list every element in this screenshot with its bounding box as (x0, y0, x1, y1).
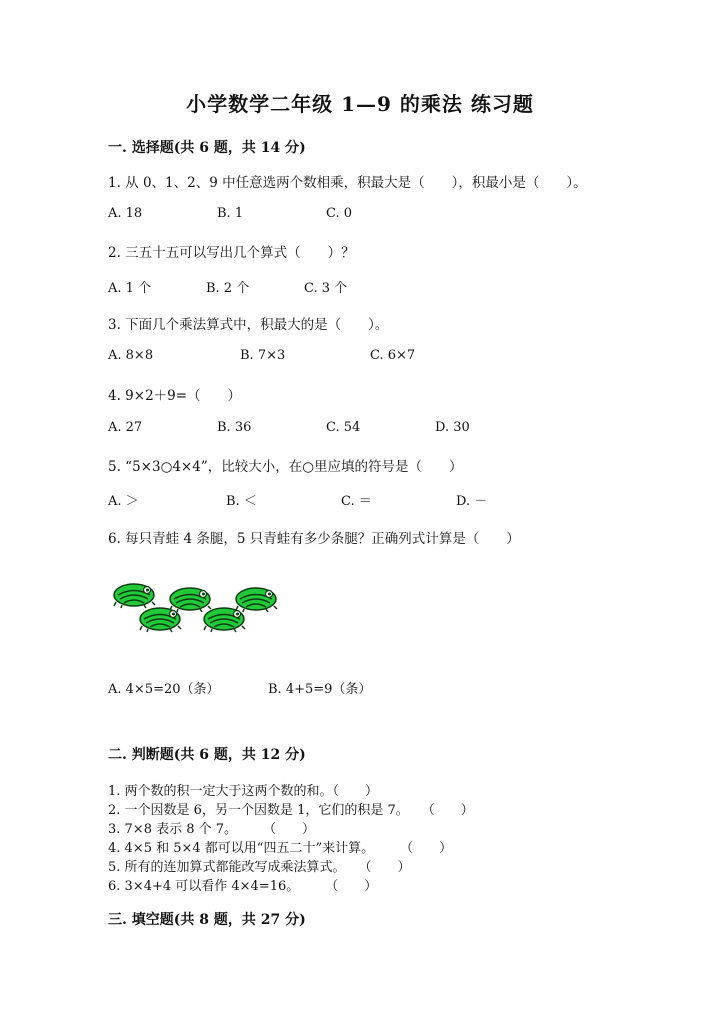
frog-icon (170, 588, 211, 612)
frog-group (112, 580, 282, 640)
option-c: C. 6×7 (370, 348, 416, 363)
page-title: 小学数学二年级 1—9 的乘法 练习题 (186, 92, 534, 116)
option-b: B. ＜ (226, 494, 257, 509)
frog-icon (204, 608, 245, 632)
question-1: 1. 从 0、1、2、9 中任意选两个数相乘，积最大是（ ），积最小是（ ）。 (108, 175, 587, 191)
option-c: C. ＝ (341, 494, 372, 509)
option-c: C. 3 个 (304, 281, 348, 296)
option-b: B. 2 个 (206, 281, 250, 296)
question-5: 5. “5×3○4×4”，比较大小，在○里应填的符号是（ ） (108, 459, 463, 475)
frog-icon (140, 608, 181, 632)
option-a: A. ＞ (108, 494, 139, 509)
option-c: C. 0 (326, 206, 353, 221)
option-b: B. 4+5=9（条） (268, 682, 372, 697)
option-a: A. 1 个 (108, 281, 152, 296)
frog-icon (236, 588, 277, 612)
section-heading-choice: 一. 选择题(共 6 题，共 14 分) (108, 140, 306, 156)
question-6: 6. 每只青蛙 4 条腿，5 只青蛙有多少条腿？正确列式计算是（ ） (108, 531, 520, 547)
judge-item-6: 6. 3×4+4 可以看作 4×4=16。 （ ） (108, 879, 378, 894)
question-3: 3. 下面几个乘法算式中，积最大的是（ ）。 (108, 317, 389, 333)
option-a: A. 4×5=20（条） (108, 682, 220, 697)
option-a: A. 18 (108, 206, 143, 221)
option-b: B. 7×3 (240, 348, 286, 363)
option-b: B. 36 (217, 420, 252, 435)
judge-item-2: 2. 一个因数是 6，另一个因数是 1，它们的积是 7。 （ ） (108, 803, 474, 818)
frog-icon (114, 584, 155, 608)
option-a: A. 8×8 (108, 348, 154, 363)
option-b: B. 1 (217, 206, 244, 221)
judge-item-1: 1. 两个数的积一定大于这两个数的和。（ ） (108, 784, 379, 799)
frogs-illustration (112, 580, 282, 640)
question-4: 4. 9×2＋9=（ ） (108, 388, 242, 404)
option-d: D. － (456, 494, 488, 509)
question-2: 2. 三五十五可以写出几个算式（ ）？ (108, 245, 355, 261)
section-heading-fill: 三. 填空题(共 8 题，共 27 分) (108, 912, 306, 928)
judge-item-5: 5. 所有的连加算式都能改写成乘法算式。 （ ） (108, 860, 411, 875)
option-a: A. 27 (108, 420, 143, 435)
option-d: D. 30 (435, 420, 470, 435)
judge-item-4: 4. 4×5 和 5×4 都可以用“四五二十”来计算。 （ ） (108, 841, 453, 856)
section-heading-judge: 二. 判断题(共 6 题，共 12 分) (108, 747, 306, 763)
option-c: C. 54 (326, 420, 361, 435)
judge-item-3: 3. 7×8 表示 8 个 7。 （ ） (108, 822, 316, 837)
